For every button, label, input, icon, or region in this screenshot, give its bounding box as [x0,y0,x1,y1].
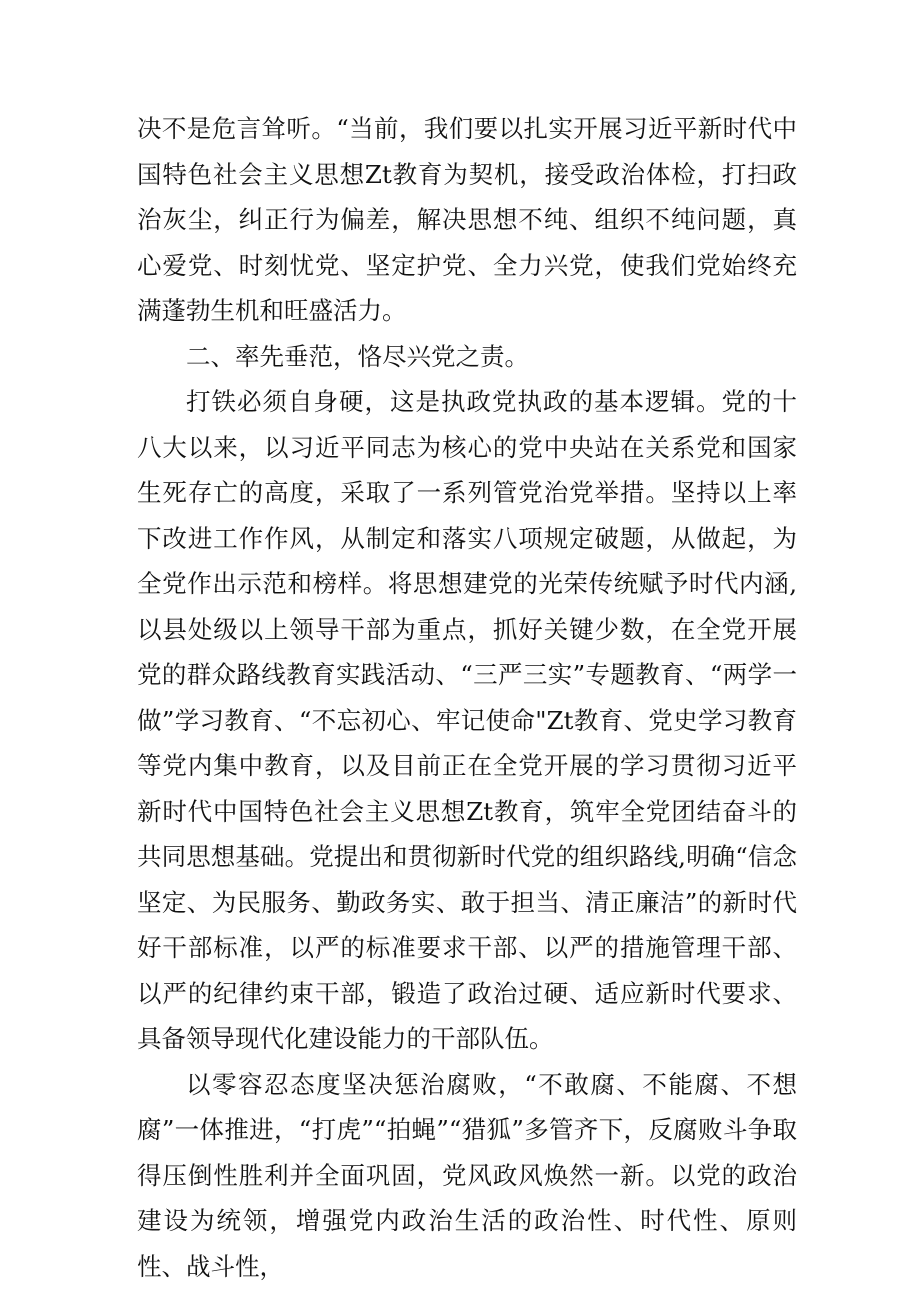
section-heading: 二、率先垂范，恪尽兴党之责。 [186,341,529,371]
document-body [137,106,797,1289]
paragraph-anti-corruption: 以零容忍态度坚决惩治腐败，“不敢腐、不能腐、不想腐”一体推进，“打虎”“拍蝇”“猎狐”多管齐下，反腐败斗争取得压倒性胜利并全面巩固，党风政风焕然一新。以党的政治建设为统领，增强党内政治生活的政治性、时代性、原则性、战斗性， [137,1069,797,1281]
paragraph-continuation: 决不是危言耸听。“当前，我们要以扎实开展习近平新时代中国特色社会主义思想Zt教育为契机，接受政治体检，打扫政治灰尘，纠正行为偏差，解决思想不纯、组织不纯问题，真心爱党、时刻忧党、坚定护党、全力兴党，使我们党始终充满蓬勃生机和旺盛活力。 [137,114,797,325]
paragraph-self-discipline: 打铁必须自身硬，这是执政党执政的基本逻辑。党的十八大以来，以习近平同志为核心的党中央站在关系党和国家生死存亡的高度，采取了一系列管党治党举措。坚持以上率下改进工作作风，从制定和落实八项规定破题，从做起，为全党作出示范和榜样。将思想建党的光荣传统赋予时代内涵,以县处级以上领导干部为重点，抓好关键少数，在全党开展党的群众路线教育实践活动、“三严三实”专题教育、“两学一做”学习教育、“不忘初心、牢记使命"Zt教育、党史学习教育等党内集中教育，以及目前正在全党开展的学习贯彻习近平新时代中国特色社会主义思想Zt教育，筑牢全党团结奋斗的共同思想基础。党提出和贯彻新时代党的组织路线,明确“信念坚定、为民服务、勤政务实、敢于担当、清正廉洁”的新时代好干部标准，以严的标准要求干部、以严的措施管理干部、以严的纪律约束干部，锻造了政治过硬、适应新时代要求、具备领导现代化建设能力的干部队伍。 [137,387,797,1053]
